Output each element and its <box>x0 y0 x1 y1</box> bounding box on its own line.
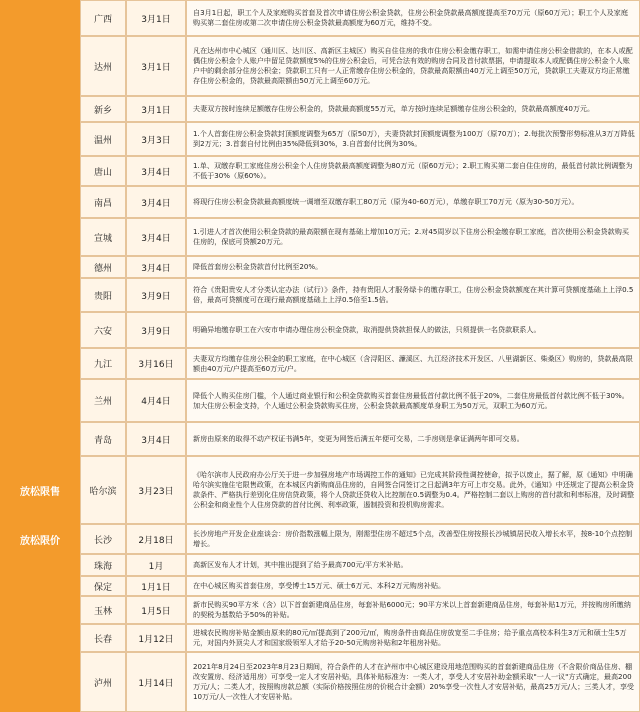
policy-cell <box>186 652 640 712</box>
date-cell: 4月4日 <box>126 379 186 422</box>
date-cell: 3月4日 <box>126 186 186 218</box>
table-row <box>0 96 640 122</box>
date-cell: 3月4日 <box>126 218 186 256</box>
table-row <box>0 122 640 156</box>
policy-cell <box>186 256 640 278</box>
policy-cell <box>186 0 640 36</box>
policy-cell <box>186 554 640 576</box>
policy-text: 夫妻双方按时连续足额缴存住房公积金的，贷款最高额度55万元，单方按时连续足额缴存住房公积金的，贷款最高额度40万元。 <box>193 104 595 114</box>
city-cell: 温州 <box>80 122 126 156</box>
city-cell: 长春 <box>80 624 126 652</box>
category-relax-limit-price: 放松限价 <box>20 535 60 547</box>
city-cell: 兰州 <box>80 379 126 422</box>
table-row <box>0 348 640 379</box>
table-row <box>0 596 640 624</box>
table-row <box>0 456 640 524</box>
date-cell: 3月3日 <box>126 122 186 156</box>
policy-text: 1.个人首套住房公积金贷款封顶额度调整为65万（原50万），夫妻贷款封顶额度调整为100万（原70万）；2.每批次预警形势标准从3万万降低到2万元；3.首套自付比例由35%降低到30%，3.自首套付比例为30%。 <box>193 129 635 148</box>
policy-text: 新房由原来的取得不动产权证书满5年，变更为网签后满五年便可交易，二手房则是拿证满两年即可交易。 <box>193 434 524 444</box>
policy-cell <box>186 96 640 122</box>
date-cell: 3月9日 <box>126 278 186 312</box>
date-cell: 3月4日 <box>126 422 186 456</box>
city-cell: 六安 <box>80 312 126 348</box>
table-row <box>0 278 640 312</box>
table-row <box>0 218 640 256</box>
table-row <box>0 0 640 36</box>
policy-cell <box>186 379 640 422</box>
table-row <box>0 652 640 712</box>
category-relax-limit-buy: 放松限售 <box>20 486 60 498</box>
policy-cell <box>186 36 640 96</box>
city-cell: 唐山 <box>80 156 126 186</box>
date-cell: 3月16日 <box>126 348 186 379</box>
policy-cell <box>186 524 640 554</box>
city-cell: 广西 <box>80 0 126 36</box>
policy-text: 降低首套房公积金贷款首付比例至20%。 <box>193 262 323 272</box>
date-cell: 3月1日 <box>126 96 186 122</box>
policy-cell <box>186 218 640 256</box>
city-cell: 南昌 <box>80 186 126 218</box>
table-row <box>0 554 640 576</box>
date-cell: 2月18日 <box>126 524 186 554</box>
policy-text: 高新区发布人才计划，其中推出提到了给予最高700元/平方米补贴。 <box>193 560 408 570</box>
policy-text: 进城农民购房补贴金额由原来的80元/㎡提高到了200元/㎡，购房条件由商品住房放宽至二手住房；给予重点高校本科生3万元和硕士生5万元，对国内外顶尖人才和国家级领军人才给予20-50元购房补贴和2年租房补贴。 <box>193 628 627 647</box>
policy-cell <box>186 576 640 596</box>
city-cell: 德州 <box>80 256 126 278</box>
date-cell: 3月23日 <box>126 456 186 524</box>
policy-cell <box>186 348 640 379</box>
policy-text: 夫妻双方均缴存住房公积金的职工家庭，在中心城区（含浔阳区、濂溪区、九江经济技术开发区、八里湖新区、柴桑区）购房的，贷款最高限额由40万元/户提高至60万元/户。 <box>193 353 633 373</box>
policy-text: 将现行住房公积金贷款最高额度统一调增至双缴存职工80万元（原为40-60万元），单缴存职工70万元（原为30-50万元）。 <box>193 197 579 207</box>
policy-cell <box>186 596 640 624</box>
table-row <box>0 422 640 456</box>
date-cell: 3月9日 <box>126 312 186 348</box>
city-cell: 哈尔滨 <box>80 456 126 524</box>
date-cell: 1月1日 <box>126 576 186 596</box>
policy-cell <box>186 624 640 652</box>
policy-text: 《哈尔滨市人民政府办公厅关于进一步加强房地产市场调控工作的通知》已完成其阶段性调控使命，拟予以废止，据了解，原《通知》中明确哈尔滨实施住宅限售政策，在本城区内新购商品住房的，自网签合同签订之日起满3年方可上市交易。此外，《通知》中还规定了提高公积金贷款条件、严格执行差别化住房信贷政策，将个人贷款还贷收入比控制在0.5调整为0.4。严格控制二套以上购房的首付款和利率标准，及时调整公积金和商业性个人住房贷款的首付比例、利率政策，遏制投资和投机购房需求。 <box>193 470 635 509</box>
policy-text: 凡在达州市中心城区（通川区、达川区、高新区主城区）购买自住住房的我市住房公积金缴存职工，如需申请住房公积金借款的，在本人或配偶住房公积金个人账户中留足贷款额度5%的住房公积金后，可凭合法有效的购房合同及首付款票据，申请提取本人或配偶住房公积金个人账户中的剩余部分住房公积金；贷款职工只有一人正常缴存住房公积金的，贷款最高限额由40万元上调至50万元，贷款职工夫妻双方均正常缴存住房公积金的，贷款最高限额由50万元上调至60万元。 <box>193 46 633 85</box>
table-row <box>0 186 640 218</box>
policy-text: 新市民购买90平方米（含）以下首套新建商品住房，每套补贴6000元；90平方米以上首套新建商品住房，每套补贴1万元，并按购房所缴纳的契税为基数给予50%的补贴。 <box>193 600 631 619</box>
date-cell: 1月12日 <box>126 624 186 652</box>
city-cell: 泸州 <box>80 652 126 712</box>
city-cell: 九江 <box>80 348 126 379</box>
table-row <box>0 624 640 652</box>
date-cell: 3月4日 <box>126 256 186 278</box>
policy-text: 明确异地缴存职工在六安市申请办理住房公积金贷款，取消提供贷款担保人的做法，只须提供一名贷款联系人。 <box>193 325 541 335</box>
table-row <box>0 256 640 278</box>
table-row <box>0 312 640 348</box>
policy-text: 2021年8月24日至2023年8月23日期间，符合条件的人才在泸州市中心城区建设用地范围购买的首套新建商品住房（不含限价商品住房、棚改安置房、经济适用房）可享受一定人才安居补贴，具体补贴标准为：一类人才，享受人才安居补助金额采取"一人一议"方式确定，最高200万元/人；二类人才，按照购房款总额（实际价格按照住房的价税合计金额）20%享受一次性人才安居补贴，最高25万元/人；三类人才，享受10万元/人一次性人才安居补贴。 <box>193 662 635 701</box>
city-cell: 宣城 <box>80 218 126 256</box>
policy-cell <box>186 422 640 456</box>
table-row <box>0 524 640 554</box>
date-cell: 1月 <box>126 554 186 576</box>
policy-text: 降低个人购买住房门槛，个人通过商业银行和公积金贷款购买首套住房最低首付款比例不低于20%，二套住房最低首付款比例不低于30%。加大住房公积金支持，个人通过公积金贷款购买住房，公积金贷款最高额度单身职工为50万元，双职工为60万元。 <box>193 390 629 410</box>
policy-text: 在中心城区购买首套住房，享受博士15万元、硕士6万元、本科2万元购房补贴。 <box>193 581 446 591</box>
policy-text: 长沙房地产开发企业座谈会：房价指数涨幅上限为，刚需型住房不超过5个点，改善型住房按照长沙城镇居民收入增长水平，按8-10个点控制增长。 <box>193 529 633 548</box>
city-cell: 玉林 <box>80 596 126 624</box>
policy-cell <box>186 186 640 218</box>
table-row <box>0 156 640 186</box>
city-cell: 青岛 <box>80 422 126 456</box>
city-cell: 保定 <box>80 576 126 596</box>
date-cell: 1月14日 <box>126 652 186 712</box>
city-cell: 长沙 <box>80 524 126 554</box>
table-row <box>0 379 640 422</box>
table-row <box>0 576 640 596</box>
city-cell: 达州 <box>80 36 126 96</box>
policy-cell <box>186 312 640 348</box>
city-cell: 新乡 <box>80 96 126 122</box>
table-row <box>0 36 640 96</box>
policy-text: 1.引进人才首次使用公积金贷款的最高限额在现有基础上增加10万元；2.对45周岁以下住房公积金缴存职工家庭，首次使用公积金贷款购买住房的，保底可贷额20万元。 <box>193 227 629 246</box>
city-cell: 珠海 <box>80 554 126 576</box>
policy-cell <box>186 278 640 312</box>
date-cell: 3月4日 <box>126 156 186 186</box>
policy-text: 自3月1日起，职工个人及家庭购买首套及首次申请住房公积金贷款，住房公积金贷款最高额度提高至70万元（原60万元）；职工个人及家庭购买第二套住房或第二次申请住房公积金贷款最高额度为60万元，维持不变。 <box>193 8 628 27</box>
date-cell: 1月5日 <box>126 596 186 624</box>
city-cell: 贵阳 <box>80 278 126 312</box>
policy-cell <box>186 456 640 524</box>
policy-cell <box>186 122 640 156</box>
policy-text: 1.单、双缴存职工家庭住房公积金个人住房贷款最高额度调整为80万元（原60万元）；2.职工购买第二套自住住房的，最低首付款比例调整为不低于30%（原60%）。 <box>193 161 633 180</box>
date-cell: 3月1日 <box>126 36 186 96</box>
policy-cell <box>186 156 640 186</box>
policy-text: 符合《贵阳贵安人才分类认定办法（试行）》条件，持有贵阳人才服务绿卡的缴存职工，住房公积金贷款额度在其计算可贷额度基础上上浮0.5倍，最高可贷额度可在现行最高额度基础上上浮0.5倍至1.5倍。 <box>193 285 634 304</box>
date-cell: 3月1日 <box>126 0 186 36</box>
